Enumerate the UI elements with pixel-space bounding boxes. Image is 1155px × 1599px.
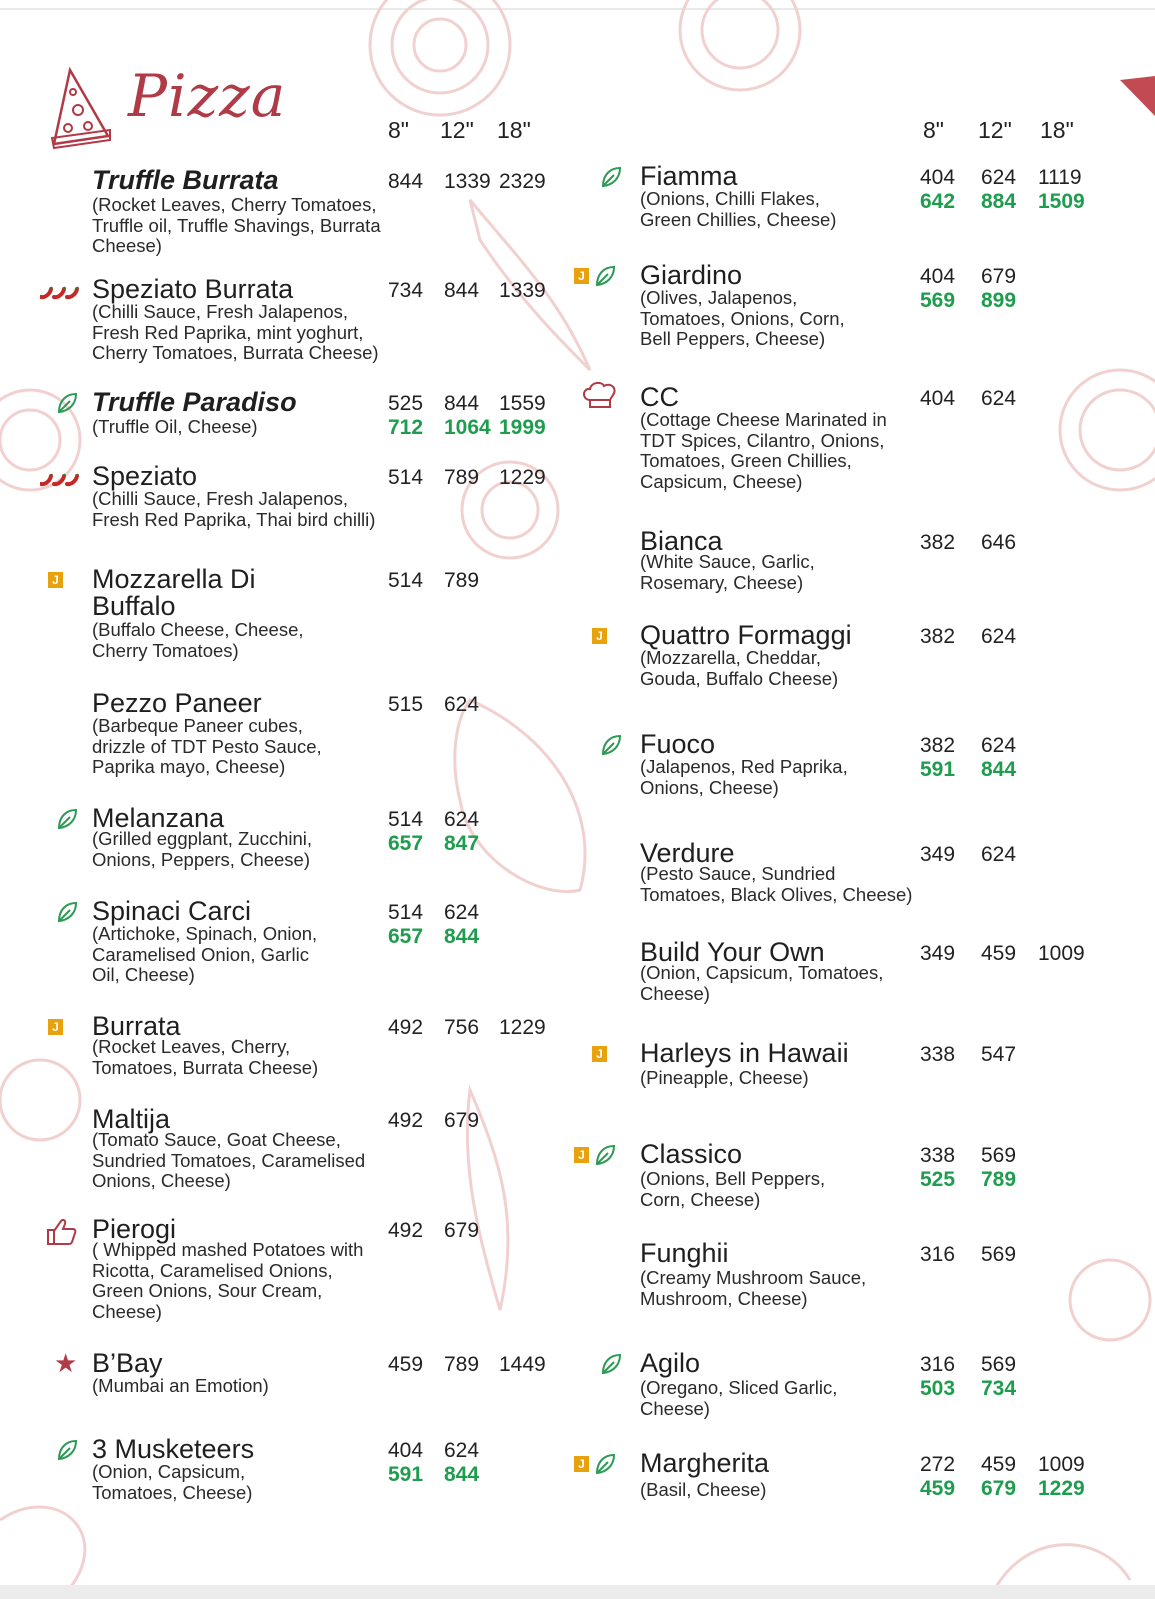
item-name: Margherita xyxy=(640,1448,770,1478)
item-description: (Jalapenos, Red Paprika, Onions, Cheese) xyxy=(640,756,848,798)
star-icon: ★ xyxy=(54,1348,78,1378)
item-description: (Pesto Sauce, Sundried Tomatoes, Black Olives, Cheese) xyxy=(640,863,913,905)
price-regular: 272 xyxy=(920,1453,956,1476)
price-regular: 547 xyxy=(981,1043,1017,1066)
leaf-icon xyxy=(600,733,622,762)
price-regular: 569 xyxy=(981,1243,1017,1266)
price-regular: 459 xyxy=(981,1453,1017,1476)
price-regular: 1119 xyxy=(1038,166,1082,189)
price-regular: 1559 xyxy=(499,392,546,415)
price-regular: 1339 xyxy=(444,170,491,193)
size-header-18: 18" xyxy=(497,117,531,143)
leaf-icon xyxy=(56,807,78,836)
leaf-icon xyxy=(56,391,78,420)
price-large-crust: 884 xyxy=(981,190,1017,213)
leaf-icon xyxy=(600,1352,622,1381)
price-regular: 338 xyxy=(920,1043,956,1066)
chili-icon xyxy=(40,286,80,305)
item-name: Fiamma xyxy=(640,161,738,191)
item-name: Verdure xyxy=(640,838,735,868)
price-large-crust: 591 xyxy=(388,1463,424,1486)
item-description: (Mumbai an Emotion) xyxy=(92,1375,269,1396)
item-description: (Rocket Leaves, Cherry, Tomatoes, Burrata Cheese) xyxy=(92,1036,319,1078)
price-regular: 492 xyxy=(388,1016,424,1039)
price-regular: 789 xyxy=(444,1353,480,1376)
price-regular: 1449 xyxy=(499,1353,546,1376)
price-large-crust: 525 xyxy=(920,1168,956,1191)
price-large-crust: 789 xyxy=(981,1168,1017,1191)
price-regular: 404 xyxy=(920,166,956,189)
price-large-crust: 657 xyxy=(388,832,424,855)
price-regular: 349 xyxy=(920,843,956,866)
price-large-crust: 1509 xyxy=(1038,190,1085,213)
jain-badge: J xyxy=(592,628,607,644)
item-name: Fuoco xyxy=(640,729,716,759)
price-regular: 789 xyxy=(444,466,480,489)
price-regular: 624 xyxy=(444,808,480,831)
chili-icon xyxy=(40,473,80,492)
item-description: (Cottage Cheese Marinated in TDT Spices, Cilantro, Onions, Tomatoes, Green Chillies, Capsicum, Cheese) xyxy=(640,409,887,492)
size-header-12: 12" xyxy=(440,117,474,143)
price-regular: 789 xyxy=(444,569,480,592)
item-name: Build Your Own xyxy=(640,937,825,967)
price-regular: 624 xyxy=(981,166,1017,189)
price-regular: 844 xyxy=(444,392,480,415)
price-regular: 624 xyxy=(444,1439,480,1462)
price-regular: 1339 xyxy=(499,279,546,302)
price-regular: 515 xyxy=(388,693,424,716)
item-name: Bianca xyxy=(640,526,723,556)
price-regular: 404 xyxy=(920,387,956,410)
price-regular: 338 xyxy=(920,1144,956,1167)
price-large-crust: 844 xyxy=(444,1463,480,1486)
price-large-crust: 657 xyxy=(388,925,424,948)
price-regular: 459 xyxy=(388,1353,424,1376)
price-regular: 624 xyxy=(444,901,480,924)
top-divider xyxy=(0,8,1155,10)
item-description: (Tomato Sauce, Goat Cheese, Sundried Tomatoes, Caramelised Onions, Cheese) xyxy=(92,1129,366,1191)
price-regular: 1009 xyxy=(1038,1453,1085,1476)
item-name: Spinaci Carci xyxy=(92,896,252,926)
jain-badge: J xyxy=(48,1019,63,1035)
price-regular: 679 xyxy=(444,1219,480,1242)
price-large-crust: 844 xyxy=(444,925,480,948)
price-regular: 514 xyxy=(388,569,424,592)
item-description: (Onions, Chilli Flakes, Green Chillies, Cheese) xyxy=(640,188,837,230)
price-regular: 624 xyxy=(981,734,1017,757)
item-name: Harleys in Hawaii xyxy=(640,1038,849,1068)
item-name: Mozzarella Di Buffalo xyxy=(92,564,256,621)
leaf-icon xyxy=(594,1143,616,1172)
item-description: (Basil, Cheese) xyxy=(640,1479,767,1500)
price-regular: 844 xyxy=(388,170,424,193)
jain-badge: J xyxy=(574,268,589,284)
price-regular: 382 xyxy=(920,734,956,757)
decorative-slice-icon xyxy=(1120,76,1155,126)
price-regular: 316 xyxy=(920,1243,956,1266)
price-regular: 734 xyxy=(388,279,424,302)
price-large-crust: 1064 xyxy=(444,416,491,439)
item-description: ( Whipped mashed Potatoes with Ricotta, Caramelised Onions, Green Onions, Sour Cream, Cheese) xyxy=(92,1239,364,1322)
item-name: B’Bay xyxy=(92,1348,163,1378)
item-name: Speziato Burrata xyxy=(92,274,294,304)
item-name: Melanzana xyxy=(92,803,225,833)
item-description: (Truffle Oil, Cheese) xyxy=(92,416,258,437)
item-name: Speziato xyxy=(92,461,198,491)
item-name: Pezzo Paneer xyxy=(92,688,262,718)
price-regular: 646 xyxy=(981,531,1017,554)
price-regular: 316 xyxy=(920,1353,956,1376)
price-large-crust: 459 xyxy=(920,1477,956,1500)
size-header-18: 18" xyxy=(1040,117,1074,143)
price-regular: 624 xyxy=(981,625,1017,648)
item-description: (Rocket Leaves, Cherry Tomatoes, Truffle oil, Truffle Shavings, Burrata Cheese) xyxy=(92,194,381,256)
item-description: (Olives, Jalapenos, Tomatoes, Onions, Corn, Bell Peppers, Cheese) xyxy=(640,287,845,349)
price-regular: 679 xyxy=(444,1109,480,1132)
price-regular: 679 xyxy=(981,265,1017,288)
item-description: (Artichoke, Spinach, Onion, Caramelised Onion, Garlic Oil, Cheese) xyxy=(92,923,318,985)
item-name: Truffle Paradiso xyxy=(92,387,297,417)
size-header-12: 12" xyxy=(978,117,1012,143)
item-name: Truffle Burrata xyxy=(92,165,279,195)
item-description: (Oregano, Sliced Garlic, Cheese) xyxy=(640,1377,838,1419)
thumbs-up-icon xyxy=(44,1216,78,1253)
price-regular: 2329 xyxy=(499,170,546,193)
item-name: Burrata xyxy=(92,1011,181,1041)
price-regular: 624 xyxy=(444,693,480,716)
item-name: CC xyxy=(640,382,679,412)
item-description: (Onion, Capsicum, Tomatoes, Cheese) xyxy=(92,1461,253,1503)
price-regular: 492 xyxy=(388,1219,424,1242)
price-regular: 404 xyxy=(388,1439,424,1462)
page-title: Pizza xyxy=(128,62,287,130)
leaf-icon xyxy=(600,165,622,194)
price-large-crust: 503 xyxy=(920,1377,956,1400)
price-large-crust: 899 xyxy=(981,289,1017,312)
item-description: (Buffalo Cheese, Cheese, Cherry Tomatoes) xyxy=(92,619,304,661)
price-regular: 492 xyxy=(388,1109,424,1132)
item-description: (Chilli Sauce, Fresh Jalapenos, Fresh Red Paprika, Thai bird chilli) xyxy=(92,488,376,530)
size-header-8: 8" xyxy=(388,117,409,143)
leaf-icon xyxy=(56,1438,78,1467)
item-name: Maltija xyxy=(92,1104,171,1134)
price-regular: 382 xyxy=(920,531,956,554)
item-name: Classico xyxy=(640,1139,743,1169)
price-large-crust: 679 xyxy=(981,1477,1017,1500)
price-regular: 525 xyxy=(388,392,424,415)
price-regular: 349 xyxy=(920,942,956,965)
price-large-crust: 569 xyxy=(920,289,956,312)
price-regular: 844 xyxy=(444,279,480,302)
item-description: (Pineapple, Cheese) xyxy=(640,1067,809,1088)
item-name: Pierogi xyxy=(92,1214,177,1244)
price-regular: 569 xyxy=(981,1144,1017,1167)
item-name: Funghii xyxy=(640,1238,729,1268)
price-regular: 624 xyxy=(981,387,1017,410)
price-large-crust: 712 xyxy=(388,416,424,439)
chef-hat-icon xyxy=(580,380,620,415)
price-large-crust: 1999 xyxy=(499,416,546,439)
price-regular: 514 xyxy=(388,808,424,831)
bottom-divider xyxy=(0,1585,1155,1599)
price-regular: 569 xyxy=(981,1353,1017,1376)
jain-badge: J xyxy=(592,1046,607,1062)
price-regular: 1229 xyxy=(499,466,546,489)
item-description: (Chilli Sauce, Fresh Jalapenos, Fresh Red Paprika, mint yoghurt, Cherry Tomatoes, Burrata Cheese) xyxy=(92,301,379,363)
price-large-crust: 734 xyxy=(981,1377,1017,1400)
size-header-8: 8" xyxy=(923,117,944,143)
price-regular: 459 xyxy=(981,942,1017,965)
item-description: (Creamy Mushroom Sauce, Mushroom, Cheese) xyxy=(640,1267,867,1309)
jain-badge: J xyxy=(574,1456,589,1472)
price-large-crust: 1229 xyxy=(1038,1477,1085,1500)
leaf-icon xyxy=(594,1452,616,1481)
price-regular: 624 xyxy=(981,843,1017,866)
jain-badge: J xyxy=(48,572,63,588)
pizza-slice-icon xyxy=(48,66,112,150)
item-description: (Onion, Capsicum, Tomatoes, Cheese) xyxy=(640,962,884,1004)
price-regular: 514 xyxy=(388,466,424,489)
price-regular: 756 xyxy=(444,1016,480,1039)
price-large-crust: 642 xyxy=(920,190,956,213)
price-regular: 1009 xyxy=(1038,942,1085,965)
item-description: (Onions, Bell Peppers, Corn, Cheese) xyxy=(640,1168,826,1210)
price-large-crust: 844 xyxy=(981,758,1017,781)
price-regular: 1229 xyxy=(499,1016,546,1039)
leaf-icon xyxy=(56,900,78,929)
jain-badge: J xyxy=(574,1147,589,1163)
price-regular: 382 xyxy=(920,625,956,648)
item-description: (Barbeque Paneer cubes, drizzle of TDT Pesto Sauce, Paprika mayo, Cheese) xyxy=(92,715,322,777)
item-name: Quattro Formaggi xyxy=(640,620,852,650)
price-large-crust: 591 xyxy=(920,758,956,781)
item-name: Agilo xyxy=(640,1348,701,1378)
price-regular: 404 xyxy=(920,265,956,288)
price-regular: 514 xyxy=(388,901,424,924)
item-name: Giardino xyxy=(640,260,743,290)
leaf-icon xyxy=(594,264,616,293)
item-description: (Mozzarella, Cheddar, Gouda, Buffalo Cheese) xyxy=(640,647,839,689)
price-large-crust: 847 xyxy=(444,832,480,855)
item-description: (White Sauce, Garlic, Rosemary, Cheese) xyxy=(640,551,815,593)
item-description: (Grilled eggplant, Zucchini, Onions, Peppers, Cheese) xyxy=(92,828,313,870)
item-name: 3 Musketeers xyxy=(92,1434,255,1464)
